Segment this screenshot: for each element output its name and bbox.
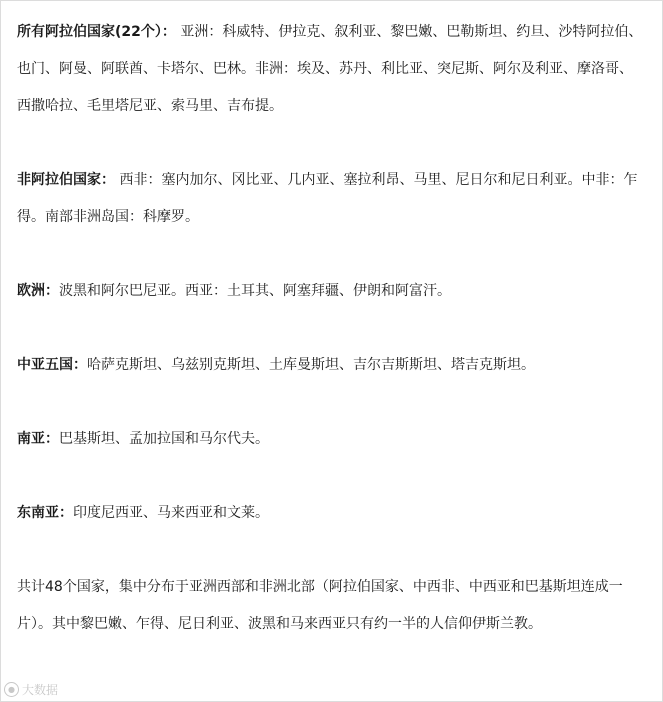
section-label-central-asia: 中亚五国： [17,357,87,373]
paragraph-south-asia [17,421,645,458]
watermark [4,681,58,698]
paragraph-summary [17,569,645,643]
section-text-summary: 共计48个国家，集中分布于亚洲西部和非洲北部（阿拉伯国家、中西非、中西亚和巴基斯坦连成一片）。其中黎巴嫩、乍得、尼日利亚、波黑和马来西亚只有约一半的人信仰伊斯兰教。 [17,579,623,632]
watermark-logo-icon: ● [4,682,19,697]
article-body [17,14,645,643]
section-text-southeast-asia: 印度尼西亚、马来西亚和文莱。 [73,505,269,521]
section-text-south-asia: 巴基斯坦、孟加拉国和马尔代夫。 [59,431,269,447]
section-label-europe: 欧洲： [17,283,59,299]
paragraph-europe [17,273,645,310]
section-label-south-asia: 南亚： [17,431,59,447]
section-label-non-arab-countries: 非阿拉伯国家： [17,172,115,188]
watermark-text: 大数据 [22,683,59,697]
section-text-arab-countries: 亚洲：科威特、伊拉克、叙利亚、黎巴嫩、巴勒斯坦、约旦、沙特阿拉伯、也门、阿曼、阿联酋、卡塔尔、巴林。非洲：埃及、苏丹、利比亚、突尼斯、阿尔及利亚、摩洛哥、西撒哈拉、毛里塔尼亚、索马里、吉布提。 [17,24,643,114]
section-label-southeast-asia: 东南亚： [17,505,73,521]
paragraph-non-arab-countries [17,162,645,236]
section-text-non-arab-countries: 西非：塞内加尔、冈比亚、几内亚、塞拉利昂、马里、尼日尔和尼日利亚。中非：乍得。南部非洲岛国：科摩罗。 [17,172,638,225]
paragraph-southeast-asia [17,495,645,532]
section-text-europe: 波黑和阿尔巴尼亚。西亚：土耳其、阿塞拜疆、伊朗和阿富汗。 [59,283,451,299]
section-label-arab-countries: 所有阿拉伯国家(22个）： [17,24,176,40]
section-text-central-asia: 哈萨克斯坦、乌兹别克斯坦、土库曼斯坦、吉尔吉斯斯坦、塔吉克斯坦。 [87,357,535,373]
paragraph-central-asia [17,347,645,384]
paragraph-arab-countries [17,14,645,125]
